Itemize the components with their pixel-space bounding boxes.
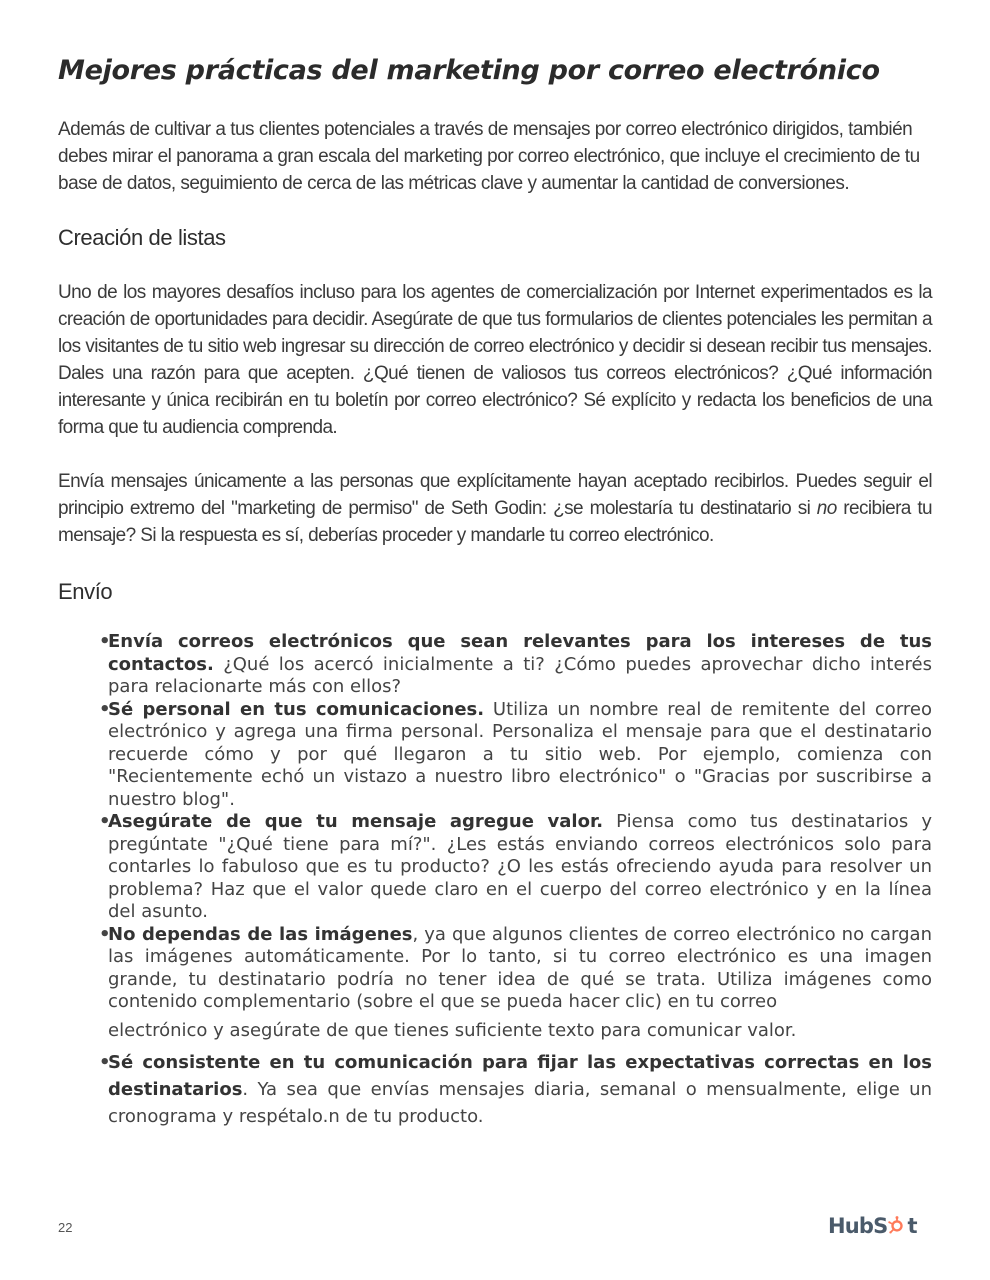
bullet-marker: • bbox=[99, 698, 111, 720]
logo-text-part-2: t bbox=[907, 1214, 917, 1238]
bullet-lead: Envía correos electrónicos que sean relevantes para los intereses de tus contactos. bbox=[108, 631, 932, 675]
bullet-lead: No dependas de las imágenes bbox=[108, 923, 413, 945]
paragraph-text-a: Envía mensajes únicamente a las personas que explícitamente hayan aceptado recibirlos. Puedes seguir el principio extremo del "marketing de permiso" de Seth Godin: ¿se molestaría tu destinatario si bbox=[58, 471, 932, 519]
document-page bbox=[58, 52, 932, 1130]
bullet-lead: Asegúrate de que tu mensaje agregue valor. bbox=[108, 811, 604, 832]
page-title: Mejores prácticas del marketing por correo electrónico bbox=[58, 55, 880, 86]
list-item bbox=[99, 1049, 932, 1130]
sending-bullet-list bbox=[58, 631, 932, 1130]
list-building-paragraph-2 bbox=[58, 468, 932, 549]
bullet-text: ¿Qué los acercó inicialmente a ti? ¿Cómo puedes aprovechar dicho interés para relacionarte más con ellos? bbox=[108, 653, 932, 697]
sprocket-icon bbox=[888, 1216, 906, 1234]
bullet-marker: • bbox=[99, 811, 111, 832]
bullet-lead: Sé consistente en tu comunicación para fijar las expectativas correctas en los destinatarios bbox=[108, 1051, 932, 1100]
bullet-marker: • bbox=[99, 631, 111, 652]
hubspot-logo bbox=[828, 1211, 917, 1241]
bullet-text: , ya que algunos clientes de correo electrónico no cargan las imágenes automáticamente. Por lo tanto, si tu correo electrónico es una imagen grande, tu destinatario podría no tener idea de qué se trata. Utiliza imágenes como contenido complementario (sobre el que se pueda hacer clic) en tu correo bbox=[108, 923, 932, 1012]
list-item bbox=[99, 923, 932, 1047]
section-heading-list-building: Creación de listas bbox=[58, 225, 226, 250]
bullet-text: Utiliza un nombre real de remitente del correo electrónico y agrega una firma personal. Personaliza el mensaje para que el destinatario recuerde cómo y por qué llegaron a tu sitio web. Por ejemplo, comienza con "Recientemente echó un vistazo a nuestro libro electrónico" o "Gracias por suscribirse a nuestro blog". bbox=[108, 698, 932, 810]
list-item bbox=[99, 811, 932, 924]
bullet-marker: • bbox=[99, 1051, 111, 1073]
emphasis-no: no bbox=[816, 498, 837, 519]
bullet-lead: Sé personal en tus comunicaciones. bbox=[108, 698, 485, 720]
bullet-text: Piensa como tus destinatarios y pregúntate "¿Qué tiene para mí?". ¿Les estás enviando correos electrónicos solo para contarles lo fabuloso que es tu producto? ¿O les estás ofreciendo ayuda para resolver un problema? Haz que el valor quede claro en el cuerpo del correo electrónico y en la línea del asunto. bbox=[108, 811, 932, 922]
list-item bbox=[99, 698, 932, 812]
intro-paragraph: Además de cultivar a tus clientes potenciales a través de mensajes por correo electrónico dirigidos, también debes mirar el panorama a gran escala del marketing por correo electrónico, que incluye el crecimiento de tu base de datos, seguimiento de cerca de las métricas clave y aumentar la cantidad de conversiones. bbox=[58, 119, 920, 194]
bullet-text: . Ya sea que envías mensajes diaria, semanal o mensualmente, elige un cronograma y respétalo.n de tu producto. bbox=[108, 1078, 932, 1127]
bullet-text-tail: electrónico y asegúrate de que tienes suficiente texto para comunicar valor. bbox=[108, 1019, 797, 1041]
bullet-marker: • bbox=[99, 923, 111, 945]
paragraph-text-b: recibiera tu mensaje? Si la respuesta es sí, deberías proceder y mandarle tu correo electrónico. bbox=[58, 498, 932, 546]
logo-text-part-1: HubS bbox=[828, 1214, 888, 1238]
list-building-paragraph-1: Uno de los mayores desafíos incluso para los agentes de comercialización por Internet experimentados es la creación de oportunidades para decidir. Asegúrate de que tus formularios de clientes potenciales les permitan a los visitantes de tu sitio web ingresar su dirección de correo electrónico y decidir si desean recibir tus mensajes. Dales una razón para que acepten. ¿Qué tienen de valiosos tus correos electrónicos? ¿Qué información interesante y única recibirán en tu boletín por correo electrónico? Sé explícito y redacta los beneficios de una forma que tu audiencia comprenda. bbox=[58, 282, 932, 438]
section-heading-sending: Envío bbox=[58, 579, 113, 604]
page-number: 22 bbox=[58, 1220, 73, 1235]
list-item bbox=[99, 631, 932, 699]
